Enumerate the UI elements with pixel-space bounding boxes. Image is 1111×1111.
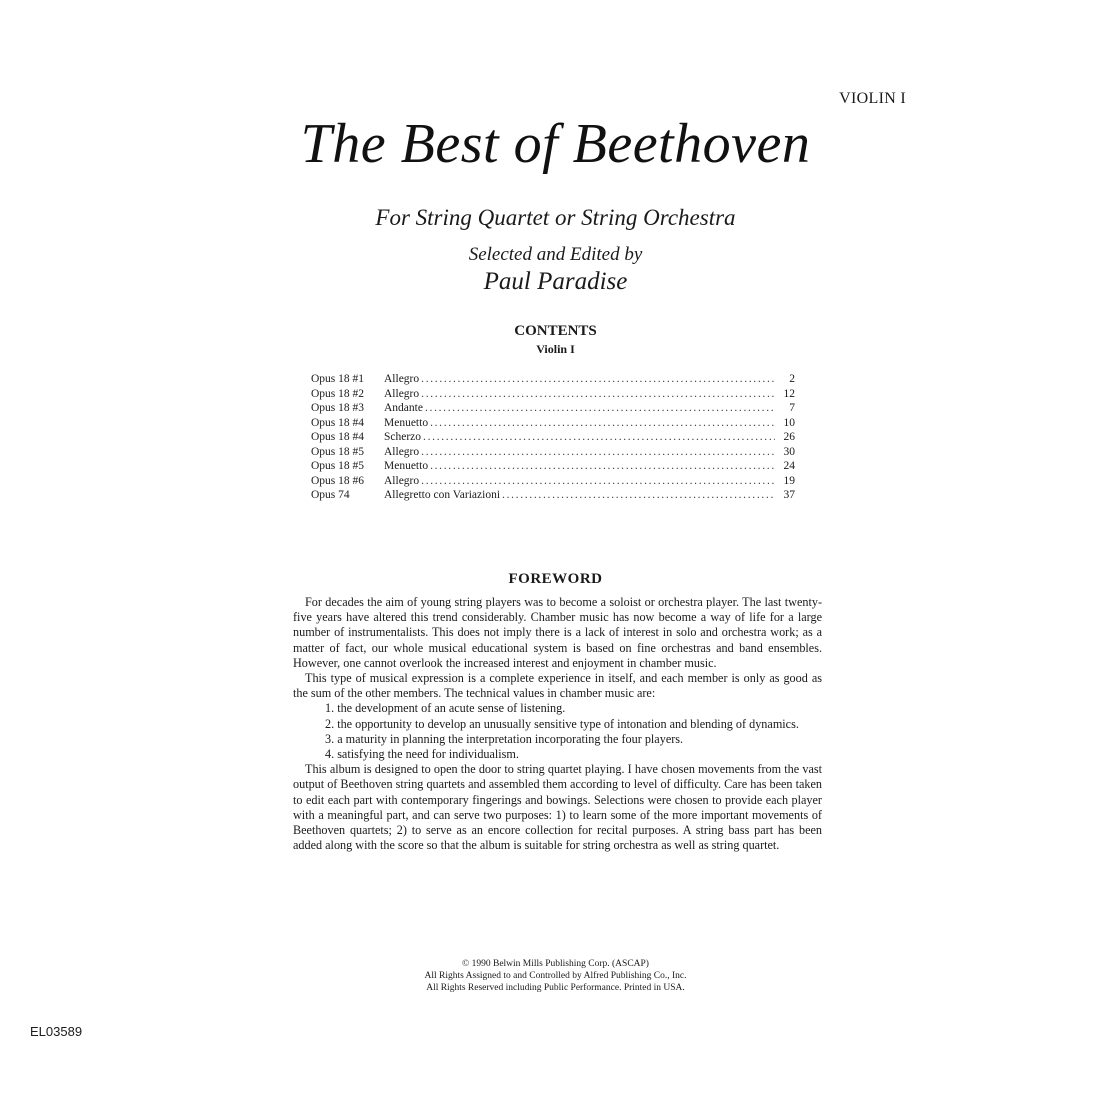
toc-title: Allegretto con Variazioni <box>384 489 501 501</box>
toc-page: 30 <box>783 445 795 458</box>
toc-title: Andante <box>384 402 423 414</box>
toc-title: Allegro <box>384 387 420 400</box>
contents-subheading: Violin I <box>536 342 575 356</box>
page-title: The Best of Beethoven <box>300 113 811 175</box>
copyright-line: © 1990 Belwin Mills Publishing Corp. (ASCAP) <box>462 959 649 969</box>
list-item: 4. satisfying the need for individualism. <box>325 747 519 762</box>
toc-row <box>311 474 795 489</box>
toc-leader-dots <box>430 459 775 474</box>
editor-name: Paul Paradise <box>483 268 628 295</box>
toc-leader-dots <box>423 430 775 445</box>
toc-title: Allegro <box>384 445 420 458</box>
toc-opus: Opus 18 #1 <box>311 373 365 385</box>
edited-by-line: Selected and Edited by <box>468 244 643 265</box>
toc-row <box>311 401 795 416</box>
copyright-line: All Rights Assigned to and Controlled by Alfred Publishing Co., Inc. <box>424 971 687 981</box>
toc-page: 12 <box>783 387 795 400</box>
toc-row <box>311 445 795 460</box>
toc-title: Allegro <box>384 474 420 487</box>
toc-row <box>311 430 795 445</box>
toc-page: 7 <box>789 402 795 414</box>
toc-opus: Opus 18 #5 <box>311 460 365 472</box>
toc-leader-dots <box>430 416 775 431</box>
toc-leader-dots <box>425 401 775 416</box>
foreword-paragraph: This type of musical expression is a complete experience in itself, and each member is only as good as the sum of the other members. The technical values in chamber music are: <box>293 671 822 701</box>
subtitle: For String Quartet or String Orchestra <box>375 205 736 230</box>
toc-leader-dots <box>421 372 775 387</box>
toc-title: Menuetto <box>384 416 429 429</box>
toc-opus: Opus 18 #2 <box>311 387 365 400</box>
table-of-contents <box>311 372 795 503</box>
toc-page: 37 <box>783 489 795 501</box>
toc-row <box>311 387 795 402</box>
toc-opus: Opus 18 #5 <box>311 445 365 458</box>
toc-leader-dots <box>421 445 775 460</box>
foreword-paragraph: For decades the aim of young string players was to become a soloist or orchestra player. The last twenty-five years have altered this trend considerably. Chamber music has now become a way of life for a large number of instrumentalists. This does not imply there is a lack of interest in solo and orchestra work; as a matter of fact, our whole musical educational system is based on fine orchestras and band ensembles. However, one cannot overlook the increased interest and enjoyment in chamber music. <box>293 595 822 670</box>
toc-page: 2 <box>789 373 795 385</box>
toc-opus: Opus 74 <box>311 489 350 501</box>
toc-page: 10 <box>783 416 795 429</box>
list-item: 1. the development of an acute sense of listening. <box>325 701 566 716</box>
foreword-paragraph: This album is designed to open the door to string quartet playing. I have chosen movements from the vast output of Beethoven string quartets and assembled them according to level of difficulty. Care has been taken to edit each part with contemporary fingerings and bowings. Selections were chosen to provide each player with a meaningful part, and can serve two purposes: 1) to learn some of the more important movements of Beethoven quartets; 2) to serve as an encore collection for recital purposes. A string bass part has been added along with the score so that the album is suitable for string orchestra as well as string quartet. <box>293 762 822 853</box>
toc-title: Allegro <box>384 373 420 385</box>
toc-row <box>311 372 795 387</box>
copyright-notice <box>0 958 1111 994</box>
catalog-number: EL03589 <box>30 1024 83 1039</box>
toc-opus: Opus 18 #4 <box>311 416 365 429</box>
toc-row <box>311 416 795 431</box>
contents-heading: CONTENTS <box>514 323 597 339</box>
toc-page: 26 <box>783 431 795 443</box>
foreword-body <box>293 595 822 853</box>
toc-title: Menuetto <box>384 460 429 472</box>
toc-page: 24 <box>783 460 795 472</box>
toc-leader-dots <box>502 488 775 503</box>
foreword-heading: FOREWORD <box>508 571 603 587</box>
toc-row <box>311 459 795 474</box>
toc-leader-dots <box>421 387 775 402</box>
toc-opus: Opus 18 #4 <box>311 431 365 443</box>
list-item: 2. the opportunity to develop an unusually sensitive type of intonation and blending of dynamics. <box>325 716 799 731</box>
technical-values-list <box>293 701 822 762</box>
toc-row <box>311 488 795 503</box>
list-item: 3. a maturity in planning the interpretation incorporating the four players. <box>325 731 684 746</box>
toc-leader-dots <box>421 474 775 489</box>
copyright-line: All Rights Reserved including Public Performance. Printed in USA. <box>426 983 685 993</box>
part-label: VIOLIN I <box>839 90 906 107</box>
toc-page: 19 <box>783 474 795 487</box>
toc-title: Scherzo <box>384 431 422 443</box>
toc-opus: Opus 18 #3 <box>311 402 365 414</box>
toc-opus: Opus 18 #6 <box>311 474 365 487</box>
